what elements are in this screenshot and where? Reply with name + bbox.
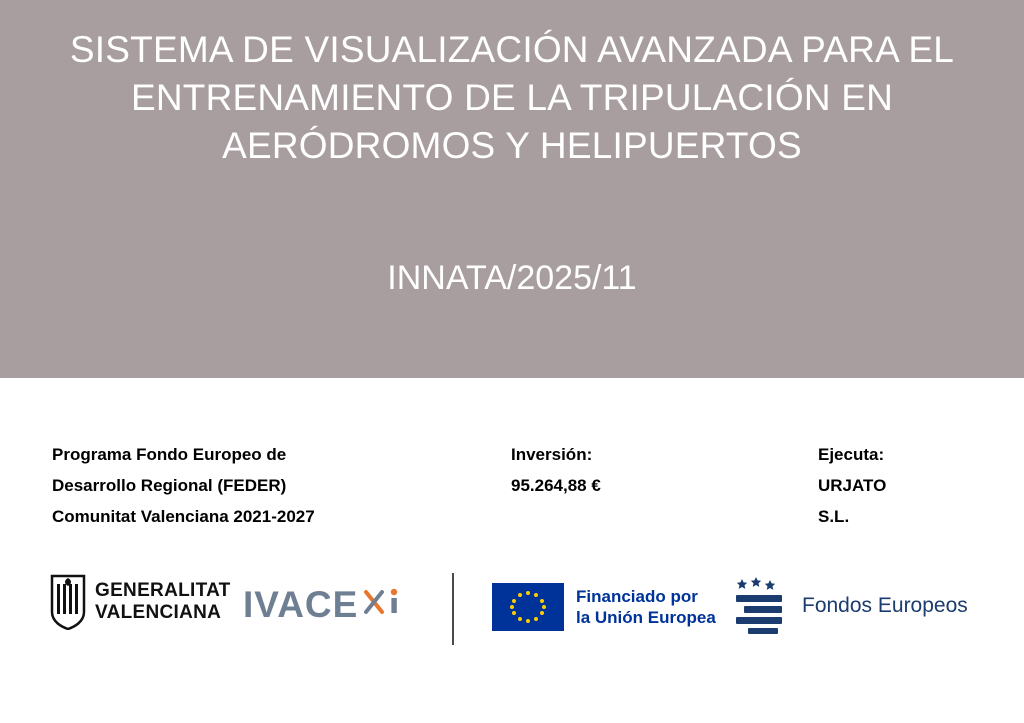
investment-label: Inversión: [511,445,593,464]
logo-union-europea [492,583,716,631]
generalitat-line-1: GENERALITAT [95,580,231,601]
programme-line-2: Desarrollo Regional (FEDER) [52,476,287,495]
executor-block [818,439,886,532]
logo-ivace [243,582,408,627]
page-title: SISTEMA DE VISUALIZACIÓN AVANZADA PARA EL ENTRENAMIENTO DE LA TRIPULACIÓN EN AERÓDROMOS Y HELIPUERTOS [69,29,955,166]
ivace-plus-i-icon [362,582,408,627]
generalitat-wordmark [95,580,231,624]
generalitat-shield-icon [50,574,86,630]
programme-line-3: Comunitat Valenciana 2021-2027 [52,507,315,526]
project-code: INNATA/2025/11 [387,259,637,297]
logo-generalitat-valenciana [50,574,231,630]
executor-label: Ejecuta: [818,445,885,464]
executor-name-line-2: S.L. [818,507,850,526]
executor-name-line-1: URJATO [818,476,887,495]
eu-wordmark [576,586,716,628]
programme-block [52,439,315,532]
logo-fondos-europeos [730,577,968,635]
investment-value: 95.264,88 € [511,476,601,495]
fondos-europeos-icon [730,577,792,635]
info-row [0,425,1024,545]
eu-flag-icon [492,583,564,631]
eu-line-1: Financiado por [576,587,698,606]
investment-block [511,439,601,501]
ivace-wordmark: IVACE [243,583,359,625]
logos-strip [0,565,1024,675]
eu-line-2: la Unión Europea [576,608,716,627]
generalitat-line-2: VALENCIANA [95,602,222,623]
programme-line-1: Programa Fondo Europeo de [52,445,287,464]
logos-divider [452,573,454,645]
fondos-europeos-wordmark: Fondos Europeos [802,594,968,617]
